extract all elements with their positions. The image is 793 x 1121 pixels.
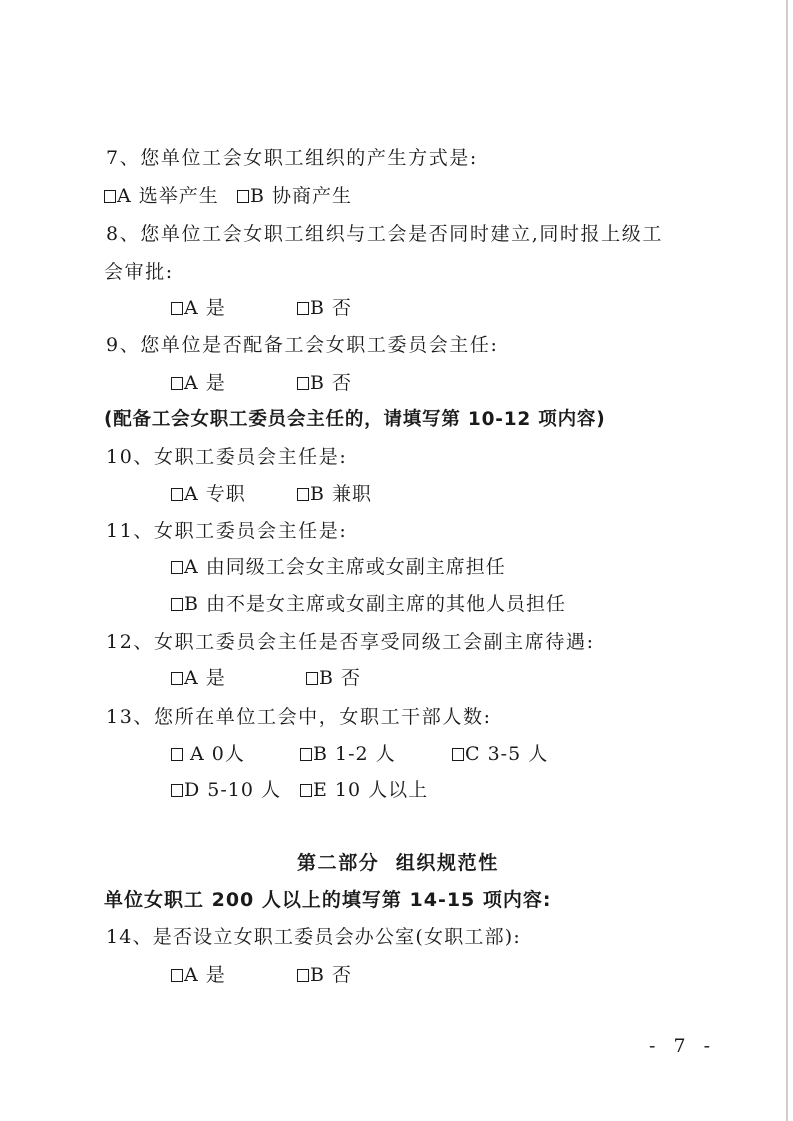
question-11: 11、女职工委员会主任是: — [106, 520, 348, 542]
q9-option-b[interactable] — [297, 369, 352, 397]
checkbox-icon[interactable] — [171, 598, 183, 611]
option-label: B 兼职 — [310, 483, 373, 505]
option-label: B 否 — [319, 667, 362, 689]
option-label: C 3-5 人 — [465, 743, 549, 765]
q7-option-b[interactable] — [237, 182, 352, 210]
option-label: A 是 — [184, 667, 226, 689]
checkbox-icon[interactable] — [171, 488, 183, 501]
q10-option-a[interactable] — [171, 480, 246, 508]
q12-option-a[interactable] — [171, 664, 226, 692]
q7-option-a[interactable] — [104, 182, 219, 210]
option-label: D 5-10 人 — [184, 779, 281, 801]
checkbox-icon[interactable] — [171, 561, 183, 574]
checkbox-icon[interactable] — [171, 672, 183, 685]
question-10: 10、女职工委员会主任是: — [106, 446, 348, 468]
section-heading-part2: 第二部分 组织规范性 — [297, 852, 499, 874]
q8-option-b[interactable] — [297, 294, 352, 322]
checkbox-icon[interactable] — [171, 302, 183, 315]
checkbox-icon[interactable] — [300, 784, 312, 797]
page-number: - 7 - — [649, 1035, 717, 1057]
option-label: A 是 — [184, 964, 226, 986]
option-label: B 否 — [310, 964, 353, 986]
checkbox-icon[interactable] — [171, 969, 183, 982]
option-label: A 选举产生 — [117, 185, 219, 207]
q11-option-a[interactable] — [171, 553, 506, 581]
option-label: A 由同级工会女主席或女副主席担任 — [184, 556, 506, 578]
option-label: B 否 — [310, 297, 353, 319]
note-10-12: (配备工会女职工委员会主任的，请填写第 10-12 项内容) — [104, 409, 606, 430]
checkbox-icon[interactable] — [306, 672, 318, 685]
q13-option-e[interactable] — [300, 776, 428, 804]
q12-option-b[interactable] — [306, 664, 361, 692]
q8-option-a[interactable] — [171, 294, 226, 322]
option-label: A 专职 — [184, 483, 246, 505]
question-8-line2: 会审批: — [104, 261, 174, 283]
q13-option-b[interactable] — [300, 740, 396, 768]
checkbox-icon[interactable] — [297, 377, 309, 390]
scan-edge-divider — [786, 0, 788, 1121]
option-label: B 1-2 人 — [313, 743, 396, 765]
checkbox-icon[interactable] — [452, 748, 464, 761]
question-14: 14、是否设立女职工委员会办公室(女职工部): — [106, 926, 522, 948]
q13-option-c[interactable] — [452, 740, 548, 768]
q13-option-d[interactable] — [171, 776, 281, 804]
option-label: A 是 — [184, 372, 226, 394]
q10-option-b[interactable] — [297, 480, 372, 508]
q13-option-a[interactable] — [171, 740, 245, 768]
option-label: B 协商产生 — [250, 185, 353, 207]
option-label: A 是 — [184, 297, 226, 319]
question-7: 7、您单位工会女职工组织的产生方式是: — [106, 147, 478, 169]
option-label: A 0人 — [190, 743, 245, 765]
question-9: 9、您单位是否配备工会女职工委员会主任: — [106, 334, 499, 356]
checkbox-icon[interactable] — [237, 190, 249, 203]
q14-option-a[interactable] — [171, 961, 226, 989]
checkbox-icon[interactable] — [300, 748, 312, 761]
checkbox-icon[interactable] — [297, 969, 309, 982]
checkbox-icon[interactable] — [297, 302, 309, 315]
checkbox-icon[interactable] — [171, 784, 183, 797]
q14-option-b[interactable] — [297, 961, 352, 989]
question-12: 12、女职工委员会主任是否享受同级工会副主席待遇: — [106, 631, 595, 653]
question-8-line1: 8、您单位工会女职工组织与工会是否同时建立,同时报上级工 — [106, 223, 663, 245]
q11-option-b[interactable] — [171, 590, 566, 618]
checkbox-icon[interactable] — [297, 488, 309, 501]
option-label: B 否 — [310, 372, 353, 394]
option-label: B 由不是女主席或女副主席的其他人员担任 — [184, 593, 567, 615]
checkbox-icon[interactable] — [171, 748, 183, 761]
question-13: 13、您所在单位工会中，女职工干部人数: — [106, 706, 492, 728]
q9-option-a[interactable] — [171, 369, 226, 397]
option-label: E 10 人以上 — [313, 779, 429, 801]
note-14-15: 单位女职工 200 人以上的填写第 14-15 项内容: — [104, 889, 552, 911]
checkbox-icon[interactable] — [171, 377, 183, 390]
checkbox-icon[interactable] — [104, 190, 116, 203]
